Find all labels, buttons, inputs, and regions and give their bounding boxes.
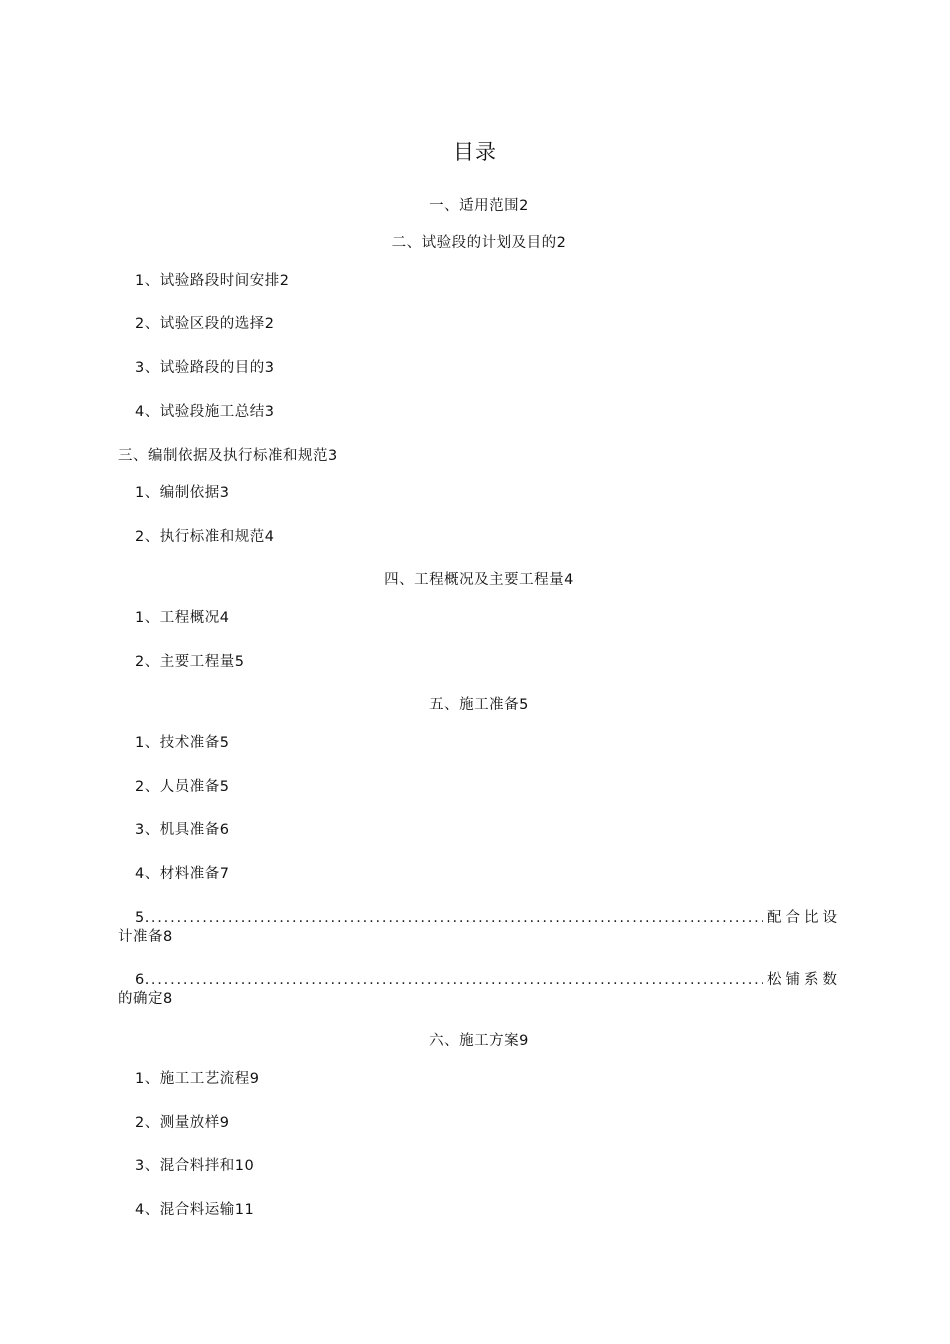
toc-entry-number: 5. bbox=[135, 910, 150, 926]
toc-entry-basis-standards: 三、编制依据及执行标准和规范3 bbox=[118, 448, 338, 464]
toc-entry-loose-coefficient bbox=[135, 968, 841, 989]
toc-entry-mix-design-wrap: 计准备8 bbox=[118, 929, 173, 945]
dot-leader bbox=[151, 972, 763, 988]
toc-entry-loose-coefficient-wrap: 的确定8 bbox=[118, 991, 173, 1007]
toc-entry-quantities: 2、主要工程量5 bbox=[135, 654, 245, 670]
toc-entry-number: 6. bbox=[135, 972, 150, 988]
toc-entry-purpose: 3、试验路段的目的3 bbox=[135, 360, 275, 376]
toc-entry-text: 配合比设 bbox=[767, 910, 841, 926]
toc-entry-machine-prep: 3、机具准备6 bbox=[135, 822, 230, 838]
toc-entry-summary: 4、试验段施工总结3 bbox=[135, 404, 275, 420]
toc-entry-scope: 一、适用范围2 bbox=[429, 198, 529, 214]
toc-entry-overview: 1、工程概况4 bbox=[135, 610, 230, 626]
toc-entry-text: 松铺系数 bbox=[767, 972, 841, 988]
toc-entry-process-flow: 1、施工工艺流程9 bbox=[135, 1071, 260, 1087]
toc-entry-construction-plan: 六、施工方案9 bbox=[429, 1033, 529, 1049]
toc-entry-overview-quantities: 四、工程概况及主要工程量4 bbox=[384, 572, 574, 588]
toc-entry-survey: 2、测量放样9 bbox=[135, 1115, 230, 1131]
toc-entry-plan: 二、试验段的计划及目的2 bbox=[391, 235, 567, 251]
toc-entry-standards: 2、执行标准和规范4 bbox=[135, 529, 275, 545]
toc-entry-basis: 1、编制依据3 bbox=[135, 485, 230, 501]
toc-entry-mix-design bbox=[135, 906, 841, 927]
toc-entry-schedule: 1、试验路段时间安排2 bbox=[135, 273, 290, 289]
toc-entry-preparation: 五、施工准备5 bbox=[429, 697, 529, 713]
toc-title: 目录 bbox=[453, 140, 497, 164]
toc-entry-material-prep: 4、材料准备7 bbox=[135, 866, 230, 882]
dot-leader bbox=[151, 910, 763, 926]
toc-entry-staff-prep: 2、人员准备5 bbox=[135, 779, 230, 795]
toc-entry-transport: 4、混合料运输11 bbox=[135, 1202, 255, 1218]
toc-entry-tech-prep: 1、技术准备5 bbox=[135, 735, 230, 751]
toc-entry-mixing: 3、混合料拌和10 bbox=[135, 1158, 255, 1174]
toc-entry-section-choice: 2、试验区段的选择2 bbox=[135, 316, 275, 332]
